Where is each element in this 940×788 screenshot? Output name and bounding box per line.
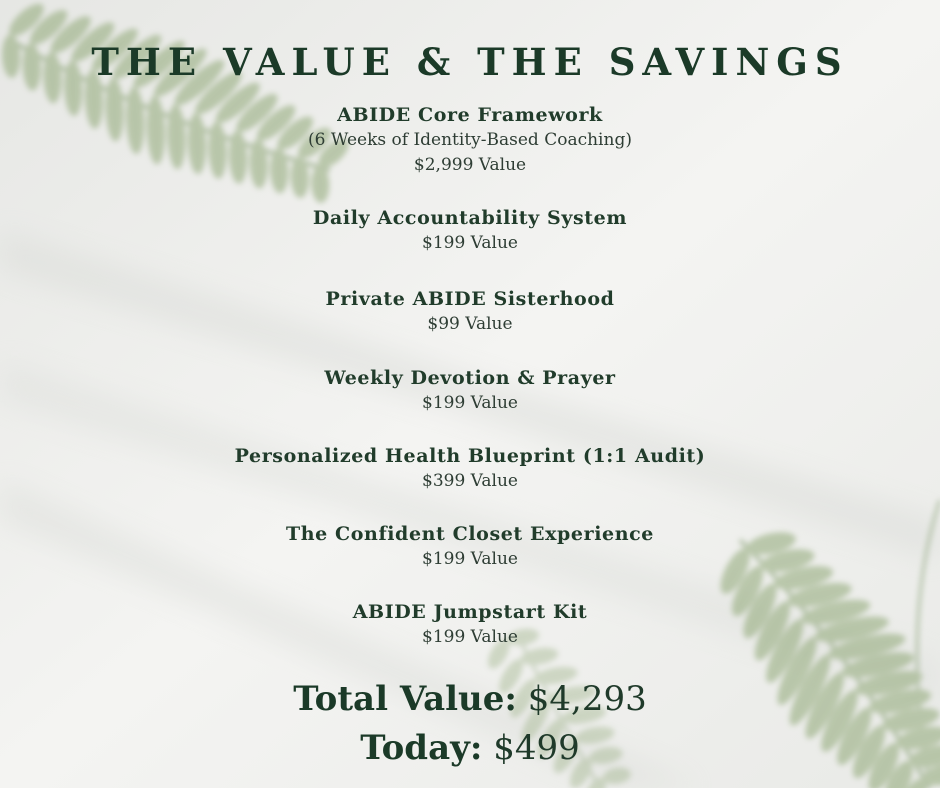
- value-item-devotion: [0, 365, 940, 415]
- item-value: $2,999 Value: [413, 155, 527, 175]
- value-item-jumpstart-kit: [0, 599, 940, 649]
- item-value: $199 Value: [422, 549, 518, 569]
- value-item-sisterhood: [0, 286, 940, 336]
- item-name: Personalized Health Blueprint (1:1 Audit): [234, 445, 706, 467]
- item-name: Daily Accountability System: [312, 207, 628, 229]
- today-price-label: Today:: [360, 728, 483, 768]
- value-item-accountability: [0, 205, 940, 255]
- total-value-label: Total Value:: [293, 679, 517, 719]
- item-name: The Confident Closet Experience: [286, 523, 654, 545]
- total-value-amount: $4,293: [527, 679, 647, 719]
- total-value-line: [0, 675, 940, 723]
- item-name: ABIDE Jumpstart Kit: [352, 601, 588, 623]
- item-value: $399 Value: [422, 471, 518, 491]
- today-price-line: [0, 724, 940, 772]
- page-title: THE VALUE & THE SAVINGS: [91, 40, 849, 84]
- item-value: $199 Value: [422, 393, 518, 413]
- today-price-amount: $499: [493, 728, 580, 768]
- item-value: $199 Value: [422, 233, 518, 253]
- value-item-health-blueprint: [0, 443, 940, 493]
- item-name: Weekly Devotion & Prayer: [324, 367, 616, 389]
- item-value: $99 Value: [427, 314, 513, 334]
- item-name: ABIDE Core Framework: [337, 104, 603, 126]
- item-name: Private ABIDE Sisterhood: [325, 288, 615, 310]
- item-value: $199 Value: [422, 627, 518, 647]
- value-item-core-framework: [0, 102, 940, 177]
- item-subtitle: (6 Weeks of Identity-Based Coaching): [308, 130, 632, 150]
- value-item-confident-closet: [0, 521, 940, 571]
